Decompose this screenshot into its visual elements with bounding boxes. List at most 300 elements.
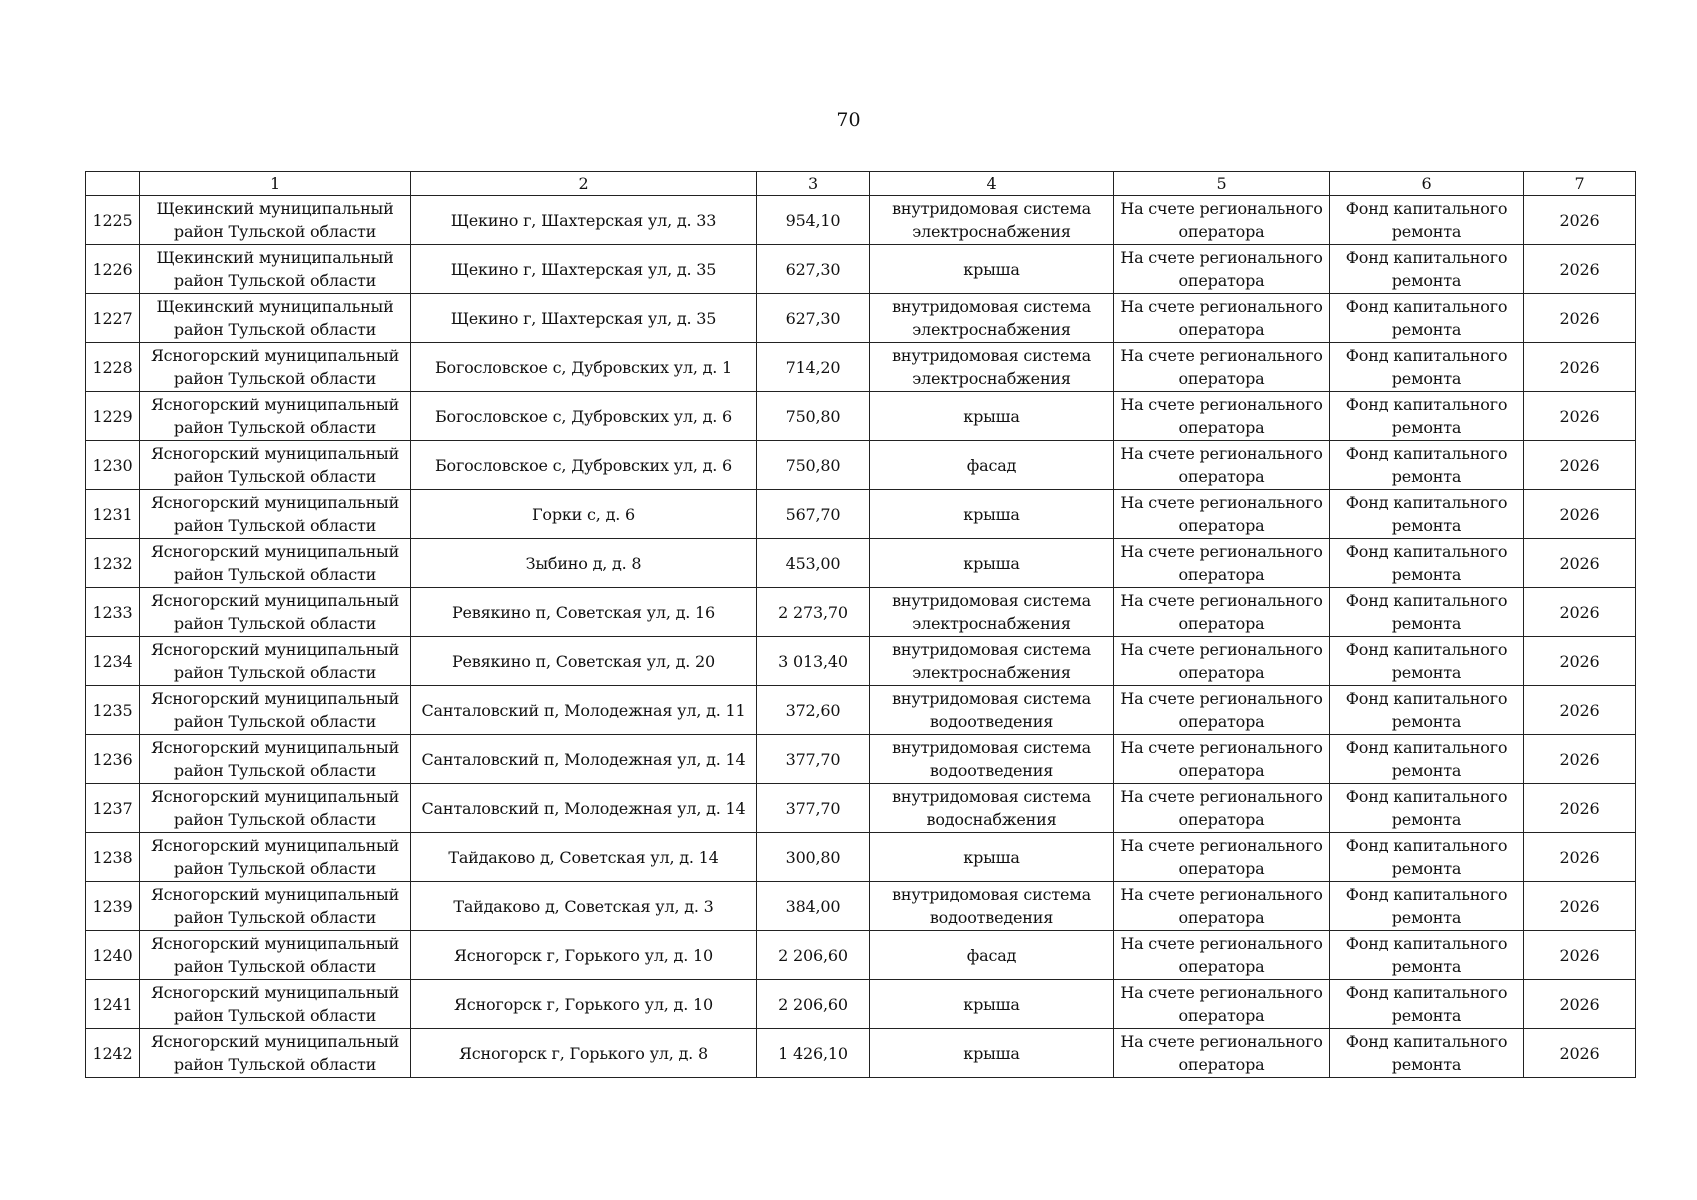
fund-cell <box>1330 441 1524 490</box>
fund-cell <box>1330 637 1524 686</box>
account-cell-line: оператора <box>1178 614 1265 633</box>
account-cell <box>1114 784 1330 833</box>
address-cell: Зыбино д, д. 8 <box>411 539 757 588</box>
area-cell: 567,70 <box>757 490 870 539</box>
table-row <box>86 539 1636 588</box>
fund-cell-line: Фонд капитального <box>1345 248 1508 267</box>
year-cell: 2026 <box>1524 196 1636 245</box>
district-cell-line: район Тульской области <box>173 614 377 633</box>
year-cell: 2026 <box>1524 490 1636 539</box>
fund-cell-line: Фонд капитального <box>1345 836 1508 855</box>
page-number: 70 <box>836 109 861 131</box>
area-cell: 750,80 <box>757 441 870 490</box>
address-cell: Тайдаково д, Советская ул, д. 14 <box>411 833 757 882</box>
district-cell <box>140 686 411 735</box>
row-number-cell: 1227 <box>86 294 140 343</box>
work-type-cell <box>870 1029 1114 1078</box>
district-cell <box>140 980 411 1029</box>
district-cell-line: Ясногорский муниципальный <box>150 346 400 365</box>
header-cell-district: 1 <box>140 172 411 196</box>
area-cell: 3 013,40 <box>757 637 870 686</box>
area-cell: 2 273,70 <box>757 588 870 637</box>
fund-cell-line: Фонд капитального <box>1345 591 1508 610</box>
work-type-cell-line: электроснабжения <box>912 320 1071 339</box>
area-cell: 750,80 <box>757 392 870 441</box>
fund-cell <box>1330 343 1524 392</box>
header-cell-address: 2 <box>411 172 757 196</box>
fund-cell <box>1330 294 1524 343</box>
work-type-cell-line: крыша <box>963 406 1020 426</box>
work-type-cell-line: электроснабжения <box>912 663 1071 682</box>
account-cell <box>1114 833 1330 882</box>
district-cell-line: Ясногорский муниципальный <box>150 689 400 708</box>
row-number-cell: 1242 <box>86 1029 140 1078</box>
fund-cell <box>1330 686 1524 735</box>
account-cell-line: оператора <box>1178 516 1265 535</box>
year-cell: 2026 <box>1524 784 1636 833</box>
area-cell: 372,60 <box>757 686 870 735</box>
fund-cell-line: Фонд капитального <box>1345 395 1508 414</box>
fund-cell-line: ремонта <box>1391 761 1462 780</box>
account-cell-line: На счете регионального <box>1120 297 1323 316</box>
work-type-cell <box>870 392 1114 441</box>
year-cell: 2026 <box>1524 637 1636 686</box>
area-cell: 627,30 <box>757 294 870 343</box>
table-row <box>86 490 1636 539</box>
table-row <box>86 784 1636 833</box>
account-cell-line: оператора <box>1178 663 1265 682</box>
account-cell <box>1114 637 1330 686</box>
account-cell-line: оператора <box>1178 712 1265 731</box>
account-cell-line: На счете регионального <box>1120 199 1323 218</box>
account-cell <box>1114 735 1330 784</box>
account-cell <box>1114 294 1330 343</box>
account-cell <box>1114 490 1330 539</box>
district-cell-line: Ясногорский муниципальный <box>150 444 400 463</box>
district-cell <box>140 784 411 833</box>
row-number-cell: 1241 <box>86 980 140 1029</box>
work-type-cell-line: электроснабжения <box>912 369 1071 388</box>
work-type-cell <box>870 294 1114 343</box>
account-cell <box>1114 343 1330 392</box>
table-row <box>86 245 1636 294</box>
district-cell <box>140 735 411 784</box>
work-type-cell <box>870 196 1114 245</box>
fund-cell-line: ремонта <box>1391 1055 1462 1074</box>
row-number-cell: 1225 <box>86 196 140 245</box>
year-cell: 2026 <box>1524 441 1636 490</box>
work-type-cell <box>870 980 1114 1029</box>
header-cell-work-type: 4 <box>870 172 1114 196</box>
address-cell: Щекино г, Шахтерская ул, д. 35 <box>411 245 757 294</box>
table-row <box>86 294 1636 343</box>
address-cell: Ясногорск г, Горького ул, д. 8 <box>411 1029 757 1078</box>
area-cell: 714,20 <box>757 343 870 392</box>
work-type-cell-line: внутридомовая система <box>892 787 1091 806</box>
header-cell-area: 3 <box>757 172 870 196</box>
work-type-cell-line: крыша <box>963 994 1020 1014</box>
row-number-cell: 1233 <box>86 588 140 637</box>
fund-cell <box>1330 588 1524 637</box>
account-cell-line: На счете регионального <box>1120 836 1323 855</box>
year-cell: 2026 <box>1524 833 1636 882</box>
address-cell: Богословское с, Дубровских ул, д. 6 <box>411 441 757 490</box>
row-number-cell: 1234 <box>86 637 140 686</box>
fund-cell <box>1330 392 1524 441</box>
fund-cell-line: Фонд капитального <box>1345 542 1508 561</box>
account-cell-line: оператора <box>1178 810 1265 829</box>
district-cell-line: район Тульской области <box>173 369 377 388</box>
account-cell-line: оператора <box>1178 467 1265 486</box>
account-cell <box>1114 539 1330 588</box>
fund-cell-line: Фонд капитального <box>1345 983 1508 1002</box>
table-row <box>86 980 1636 1029</box>
account-cell <box>1114 882 1330 931</box>
account-cell-line: На счете регионального <box>1120 591 1323 610</box>
row-number-cell: 1229 <box>86 392 140 441</box>
row-number-cell: 1226 <box>86 245 140 294</box>
row-number-cell: 1236 <box>86 735 140 784</box>
account-cell-line: На счете регионального <box>1120 934 1323 953</box>
table-row <box>86 882 1636 931</box>
account-cell-line: оператора <box>1178 222 1265 241</box>
fund-cell-line: ремонта <box>1391 467 1462 486</box>
district-cell-line: Щекинский муниципальный <box>156 199 394 218</box>
district-cell <box>140 1029 411 1078</box>
district-cell <box>140 833 411 882</box>
district-cell-line: район Тульской области <box>173 271 377 290</box>
fund-cell <box>1330 882 1524 931</box>
work-type-cell-line: водоснабжения <box>926 810 1057 829</box>
fund-cell <box>1330 931 1524 980</box>
fund-cell <box>1330 490 1524 539</box>
account-cell-line: На счете регионального <box>1120 640 1323 659</box>
fund-cell-line: ремонта <box>1391 663 1462 682</box>
fund-cell-line: Фонд капитального <box>1345 934 1508 953</box>
work-type-cell <box>870 490 1114 539</box>
row-number-cell: 1231 <box>86 490 140 539</box>
fund-cell-line: Фонд капитального <box>1345 444 1508 463</box>
district-cell-line: район Тульской области <box>173 957 377 976</box>
year-cell: 2026 <box>1524 882 1636 931</box>
district-cell-line: Ясногорский муниципальный <box>150 493 400 512</box>
district-cell-line: район Тульской области <box>173 1055 377 1074</box>
header-cell-year: 7 <box>1524 172 1636 196</box>
fund-cell-line: ремонта <box>1391 614 1462 633</box>
account-cell-line: оператора <box>1178 1055 1265 1074</box>
area-cell: 377,70 <box>757 784 870 833</box>
district-cell <box>140 245 411 294</box>
header-cell-fund: 6 <box>1330 172 1524 196</box>
district-cell-line: Ясногорский муниципальный <box>150 542 400 561</box>
year-cell: 2026 <box>1524 980 1636 1029</box>
year-cell: 2026 <box>1524 343 1636 392</box>
work-type-cell <box>870 441 1114 490</box>
district-cell <box>140 931 411 980</box>
area-cell: 1 426,10 <box>757 1029 870 1078</box>
district-cell-line: район Тульской области <box>173 663 377 682</box>
account-cell-line: оператора <box>1178 271 1265 290</box>
work-type-cell-line: крыша <box>963 1043 1020 1063</box>
work-type-cell <box>870 539 1114 588</box>
year-cell: 2026 <box>1524 686 1636 735</box>
work-type-cell-line: крыша <box>963 504 1020 524</box>
work-type-cell-line: фасад <box>966 945 1017 965</box>
fund-cell <box>1330 735 1524 784</box>
district-cell <box>140 637 411 686</box>
account-cell <box>1114 196 1330 245</box>
district-cell-line: Щекинский муниципальный <box>156 248 394 267</box>
address-cell: Ясногорск г, Горького ул, д. 10 <box>411 980 757 1029</box>
account-cell-line: На счете регионального <box>1120 983 1323 1002</box>
table-row <box>86 931 1636 980</box>
district-cell <box>140 588 411 637</box>
account-cell <box>1114 1029 1330 1078</box>
district-cell <box>140 539 411 588</box>
district-cell-line: район Тульской области <box>173 565 377 584</box>
column-number-header-row <box>86 172 1636 196</box>
account-cell-line: На счете регионального <box>1120 885 1323 904</box>
year-cell: 2026 <box>1524 735 1636 784</box>
fund-cell-line: ремонта <box>1391 1006 1462 1025</box>
district-cell-line: район Тульской области <box>173 320 377 339</box>
table-row <box>86 392 1636 441</box>
district-cell-line: район Тульской области <box>173 1006 377 1025</box>
district-cell-line: район Тульской области <box>173 859 377 878</box>
fund-cell-line: ремонта <box>1391 565 1462 584</box>
fund-cell <box>1330 539 1524 588</box>
table-row <box>86 686 1636 735</box>
work-type-cell-line: внутридомовая система <box>892 640 1091 659</box>
table-body <box>86 196 1636 1078</box>
fund-cell-line: Фонд капитального <box>1345 297 1508 316</box>
fund-cell-line: Фонд капитального <box>1345 787 1508 806</box>
district-cell-line: район Тульской области <box>173 810 377 829</box>
table-row <box>86 588 1636 637</box>
account-cell-line: На счете регионального <box>1120 787 1323 806</box>
row-number-cell: 1237 <box>86 784 140 833</box>
district-cell-line: Ясногорский муниципальный <box>150 983 400 1002</box>
area-cell: 627,30 <box>757 245 870 294</box>
account-cell <box>1114 245 1330 294</box>
table-row <box>86 637 1636 686</box>
address-cell: Богословское с, Дубровских ул, д. 1 <box>411 343 757 392</box>
account-cell-line: На счете регионального <box>1120 444 1323 463</box>
fund-cell-line: ремонта <box>1391 222 1462 241</box>
account-cell <box>1114 686 1330 735</box>
row-number-cell: 1239 <box>86 882 140 931</box>
fund-cell-line: Фонд капитального <box>1345 1032 1508 1051</box>
district-cell <box>140 343 411 392</box>
table-row <box>86 343 1636 392</box>
address-cell: Ясногорск г, Горького ул, д. 10 <box>411 931 757 980</box>
work-type-cell <box>870 882 1114 931</box>
fund-cell-line: ремонта <box>1391 810 1462 829</box>
fund-cell <box>1330 196 1524 245</box>
district-cell-line: район Тульской области <box>173 908 377 927</box>
row-number-cell: 1228 <box>86 343 140 392</box>
repair-program-table <box>85 171 1636 1078</box>
year-cell: 2026 <box>1524 539 1636 588</box>
account-cell-line: оператора <box>1178 761 1265 780</box>
district-cell-line: район Тульской области <box>173 418 377 437</box>
work-type-cell-line: внутридомовая система <box>892 199 1091 218</box>
work-type-cell-line: водоотведения <box>929 761 1054 780</box>
district-cell <box>140 196 411 245</box>
fund-cell-line: Фонд капитального <box>1345 689 1508 708</box>
work-type-cell <box>870 784 1114 833</box>
table-row <box>86 196 1636 245</box>
account-cell <box>1114 392 1330 441</box>
account-cell-line: На счете регионального <box>1120 689 1323 708</box>
address-cell: Ревякино п, Советская ул, д. 16 <box>411 588 757 637</box>
row-number-cell: 1230 <box>86 441 140 490</box>
district-cell-line: район Тульской области <box>173 516 377 535</box>
fund-cell <box>1330 784 1524 833</box>
fund-cell <box>1330 980 1524 1029</box>
header-cell-row-number <box>86 172 140 196</box>
district-cell-line: Ясногорский муниципальный <box>150 640 400 659</box>
account-cell-line: оператора <box>1178 369 1265 388</box>
account-cell-line: оператора <box>1178 908 1265 927</box>
table-row <box>86 441 1636 490</box>
fund-cell <box>1330 833 1524 882</box>
year-cell: 2026 <box>1524 1029 1636 1078</box>
work-type-cell-line: фасад <box>966 455 1017 475</box>
district-cell <box>140 441 411 490</box>
account-cell-line: оператора <box>1178 1006 1265 1025</box>
fund-cell-line: Фонд капитального <box>1345 640 1508 659</box>
district-cell-line: район Тульской области <box>173 712 377 731</box>
work-type-cell <box>870 588 1114 637</box>
year-cell: 2026 <box>1524 931 1636 980</box>
area-cell: 453,00 <box>757 539 870 588</box>
account-cell-line: На счете регионального <box>1120 395 1323 414</box>
account-cell-line: оператора <box>1178 418 1265 437</box>
fund-cell-line: Фонд капитального <box>1345 346 1508 365</box>
address-cell: Богословское с, Дубровских ул, д. 6 <box>411 392 757 441</box>
fund-cell-line: ремонта <box>1391 957 1462 976</box>
work-type-cell-line: внутридомовая система <box>892 885 1091 904</box>
row-number-cell: 1235 <box>86 686 140 735</box>
work-type-cell-line: крыша <box>963 553 1020 573</box>
year-cell: 2026 <box>1524 588 1636 637</box>
district-cell-line: Ясногорский муниципальный <box>150 738 400 757</box>
work-type-cell-line: внутридомовая система <box>892 689 1091 708</box>
account-cell-line: На счете регионального <box>1120 248 1323 267</box>
fund-cell-line: ремонта <box>1391 320 1462 339</box>
fund-cell-line: ремонта <box>1391 418 1462 437</box>
year-cell: 2026 <box>1524 245 1636 294</box>
fund-cell <box>1330 1029 1524 1078</box>
district-cell-line: Ясногорский муниципальный <box>150 395 400 414</box>
fund-cell-line: Фонд капитального <box>1345 493 1508 512</box>
work-type-cell-line: электроснабжения <box>912 222 1071 241</box>
account-cell-line: На счете регионального <box>1120 542 1323 561</box>
area-cell: 300,80 <box>757 833 870 882</box>
year-cell: 2026 <box>1524 392 1636 441</box>
address-cell: Ревякино п, Советская ул, д. 20 <box>411 637 757 686</box>
table-row <box>86 833 1636 882</box>
account-cell-line: оператора <box>1178 957 1265 976</box>
district-cell-line: Ясногорский муниципальный <box>150 787 400 806</box>
district-cell-line: Ясногорский муниципальный <box>150 836 400 855</box>
district-cell <box>140 392 411 441</box>
work-type-cell-line: водоотведения <box>929 908 1054 927</box>
area-cell: 954,10 <box>757 196 870 245</box>
district-cell-line: район Тульской области <box>173 222 377 241</box>
fund-cell-line: ремонта <box>1391 712 1462 731</box>
fund-cell-line: ремонта <box>1391 859 1462 878</box>
district-cell-line: Щекинский муниципальный <box>156 297 394 316</box>
year-cell: 2026 <box>1524 294 1636 343</box>
district-cell <box>140 882 411 931</box>
work-type-cell <box>870 245 1114 294</box>
account-cell-line: На счете регионального <box>1120 346 1323 365</box>
account-cell <box>1114 588 1330 637</box>
work-type-cell <box>870 833 1114 882</box>
district-cell <box>140 490 411 539</box>
work-type-cell-line: электроснабжения <box>912 614 1071 633</box>
account-cell <box>1114 931 1330 980</box>
fund-cell-line: Фонд капитального <box>1345 885 1508 904</box>
address-cell: Щекино г, Шахтерская ул, д. 35 <box>411 294 757 343</box>
work-type-cell-line: внутридомовая система <box>892 297 1091 316</box>
district-cell <box>140 294 411 343</box>
fund-cell-line: ремонта <box>1391 271 1462 290</box>
work-type-cell-line: крыша <box>963 259 1020 279</box>
district-cell-line: район Тульской области <box>173 467 377 486</box>
district-cell-line: Ясногорский муниципальный <box>150 934 400 953</box>
fund-cell-line: ремонта <box>1391 516 1462 535</box>
work-type-cell-line: водоотведения <box>929 712 1054 731</box>
work-type-cell <box>870 735 1114 784</box>
account-cell <box>1114 980 1330 1029</box>
account-cell-line: На счете регионального <box>1120 738 1323 757</box>
account-cell-line: На счете регионального <box>1120 493 1323 512</box>
fund-cell-line: Фонд капитального <box>1345 199 1508 218</box>
fund-cell <box>1330 245 1524 294</box>
address-cell: Санталовский п, Молодежная ул, д. 11 <box>411 686 757 735</box>
work-type-cell <box>870 686 1114 735</box>
header-cell-account: 5 <box>1114 172 1330 196</box>
work-type-cell <box>870 637 1114 686</box>
work-type-cell <box>870 931 1114 980</box>
district-cell-line: район Тульской области <box>173 761 377 780</box>
area-cell: 2 206,60 <box>757 931 870 980</box>
row-number-cell: 1240 <box>86 931 140 980</box>
row-number-cell: 1238 <box>86 833 140 882</box>
fund-cell-line: ремонта <box>1391 369 1462 388</box>
address-cell: Санталовский п, Молодежная ул, д. 14 <box>411 735 757 784</box>
district-cell-line: Ясногорский муниципальный <box>150 1032 400 1051</box>
area-cell: 377,70 <box>757 735 870 784</box>
account-cell-line: оператора <box>1178 320 1265 339</box>
row-number-cell: 1232 <box>86 539 140 588</box>
table-row <box>86 735 1636 784</box>
account-cell-line: оператора <box>1178 565 1265 584</box>
fund-cell-line: Фонд капитального <box>1345 738 1508 757</box>
work-type-cell-line: внутридомовая система <box>892 346 1091 365</box>
address-cell: Щекино г, Шахтерская ул, д. 33 <box>411 196 757 245</box>
table-row <box>86 1029 1636 1078</box>
fund-cell-line: ремонта <box>1391 908 1462 927</box>
area-cell: 2 206,60 <box>757 980 870 1029</box>
area-cell: 384,00 <box>757 882 870 931</box>
account-cell <box>1114 441 1330 490</box>
work-type-cell-line: внутридомовая система <box>892 738 1091 757</box>
work-type-cell-line: крыша <box>963 847 1020 867</box>
